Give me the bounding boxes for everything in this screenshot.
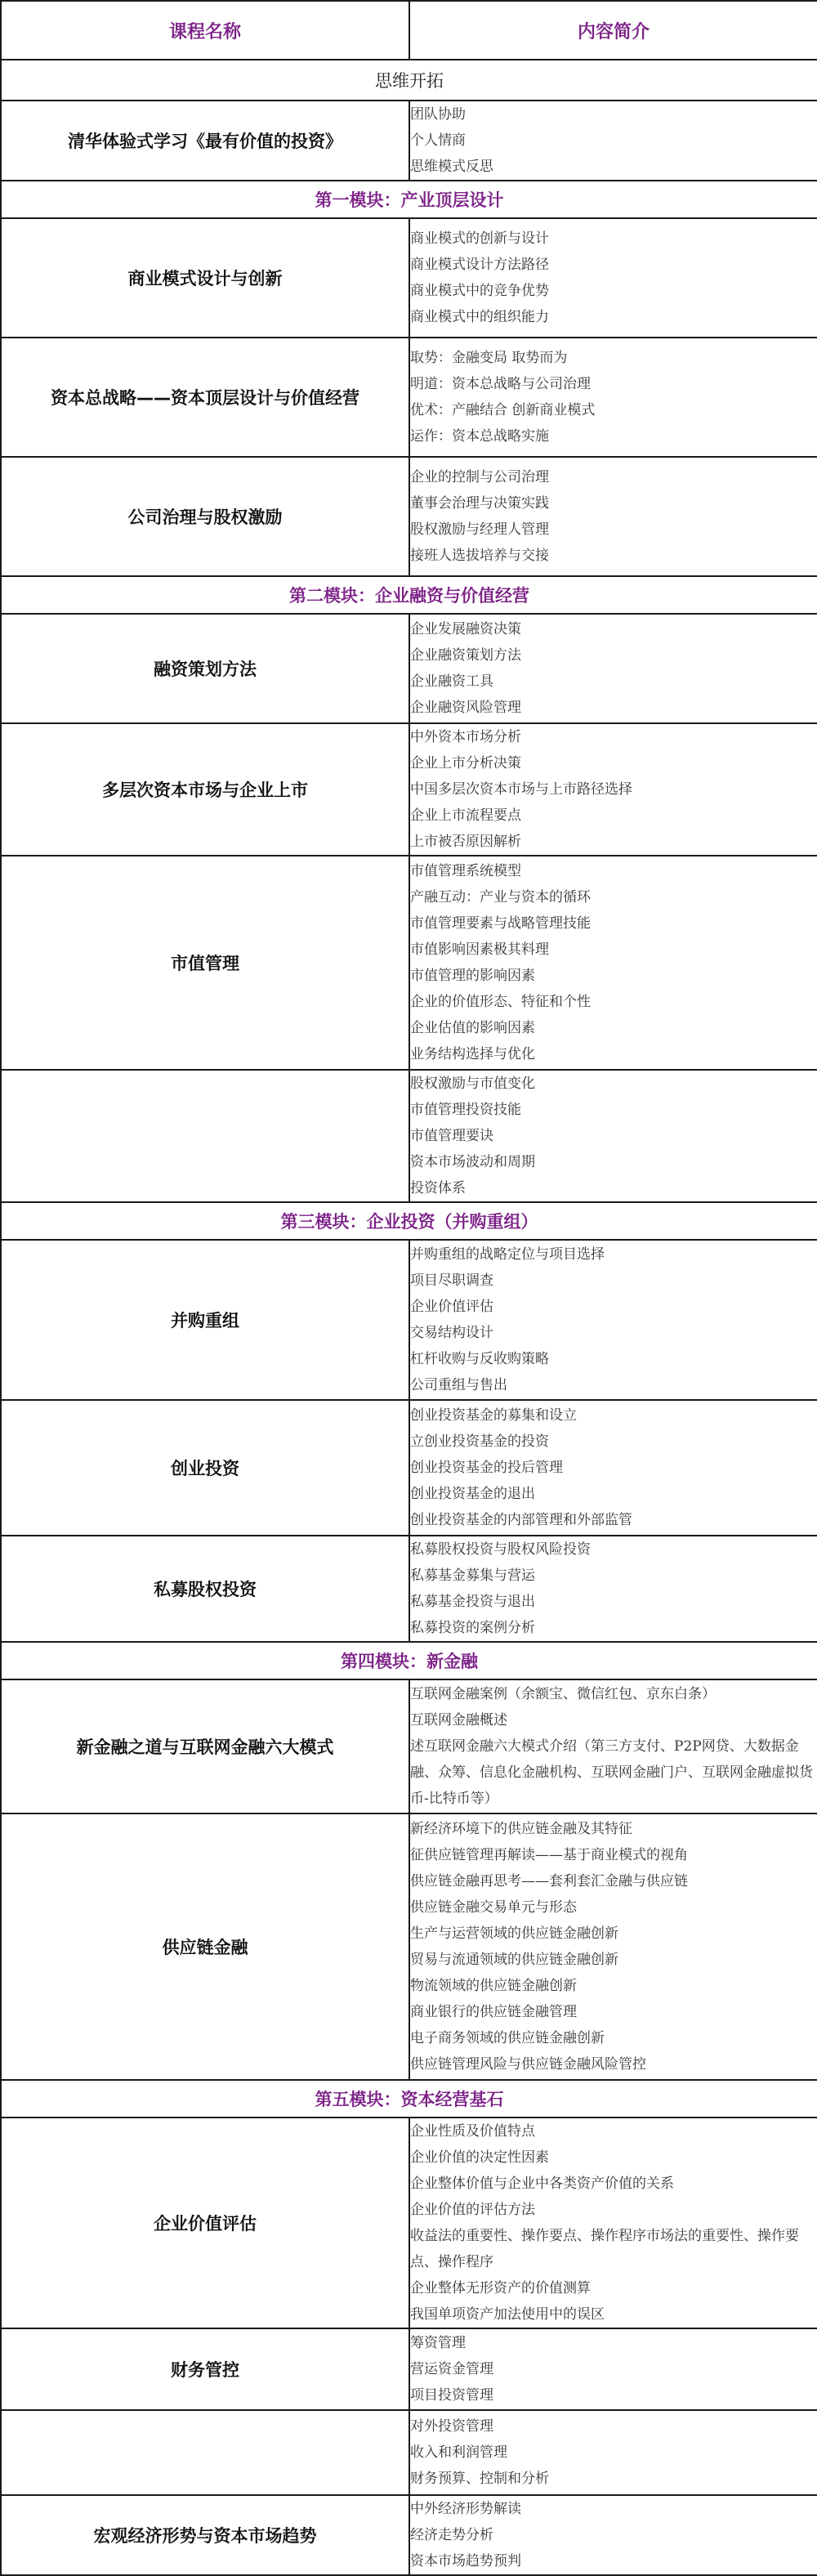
content-item: 企业上市分析决策 [410,755,521,771]
course-content [409,614,817,723]
content-item: 商业模式中的竞争优势 [410,283,549,299]
course-content [409,457,817,576]
content-item: 商业模式的创新与设计 [410,230,549,247]
content-item: 商业银行的供应链金融管理 [410,2004,577,2020]
course-name: 商业模式设计与创新 [1,218,409,338]
module-title: 第五模块：资本经营基石 [1,2080,817,2118]
content-item: 企业的控制与公司治理 [410,469,549,485]
content-item: 经济走势分析 [410,2527,493,2543]
content-item: 征供应链管理再解读——基于商业模式的视角 [410,1847,688,1863]
course-content [409,218,817,338]
content-item: 私募基金募集与营运 [410,1568,535,1584]
content-item: 企业融资策划方法 [410,647,521,664]
content-item: 创业投资基金的内部管理和外部监管 [410,1512,632,1528]
course-content [409,2410,817,2495]
content-item: 贸易与流通领域的供应链金融创新 [410,1952,618,1968]
content-item: 资本市场波动和周期 [410,1154,535,1170]
content-item: 私募股权投资与股权风险投资 [410,1541,591,1558]
content-item: 电子商务领域的供应链金融创新 [410,2030,605,2046]
content-item: 企业整体无形资产的价值测算 [410,2280,591,2296]
course-row [1,1536,817,1642]
content-item: 商业模式设计方法路径 [410,257,549,273]
content-item: 企业上市流程要点 [410,807,521,824]
course-row [1,723,817,856]
course-row [1,1679,817,1813]
content-item: 生产与运营领域的供应链金融创新 [410,1925,618,1942]
content-item: 筹资管理 [410,2335,466,2351]
course-name: 供应链金融 [1,1813,409,2080]
course-row [1,856,817,1070]
module-title: 思维开拓 [1,60,817,101]
course-row [1,2410,817,2495]
content-item: 项目尽职调查 [410,1272,493,1289]
content-item: 供应链管理风险与供应链金融风险管控 [410,2056,646,2073]
course-content [409,1400,817,1536]
course-row [1,1070,817,1202]
content-item: 个人情商 [410,132,466,149]
content-item: 取势：金融变局 取势而为 [410,350,568,366]
module-title: 第一模块：产业顶层设计 [1,181,817,218]
content-item: 中国多层次资本市场与上市路径选择 [410,781,632,798]
content-item: 我国单项资产加法使用中的误区 [410,2306,605,2323]
content-item: 物流领域的供应链金融创新 [410,1978,577,1994]
content-item: 收益法的重要性、操作要点、操作程序市场法的重要性、操作要点、操作程序 [410,2228,799,2270]
course-row [1,457,817,576]
module-header-row [1,1202,817,1240]
course-name: 清华体验式学习《最有价值的投资》 [1,101,409,181]
content-item: 市值管理系统模型 [410,863,521,879]
content-intro-header: 内容简介 [409,1,817,60]
course-content [409,1070,817,1202]
course-name: 宏观经济形势与资本市场趋势 [1,2495,409,2575]
content-item: 企业融资风险管理 [410,700,521,716]
course-content [409,1679,817,1813]
content-item: 运作：资本总战略实施 [410,428,549,445]
course-content [409,1240,817,1400]
content-item: 创业投资基金的投后管理 [410,1460,563,1476]
content-item: 供应链金融交易单元与形态 [410,1899,577,1916]
course-name: 融资策划方法 [1,614,409,723]
course-row [1,2118,817,2328]
content-item: 立创业投资基金的投资 [410,1433,549,1450]
course-name [1,2410,409,2495]
course-name: 新金融之道与互联网金融六大模式 [1,1679,409,1813]
course-content [409,2495,817,2575]
content-item: 明道：资本总战略与公司治理 [410,376,591,392]
table-header-row [1,1,817,60]
course-row [1,1813,817,2080]
course-content [409,338,817,457]
content-item: 企业的价值形态、特征和个性 [410,994,591,1010]
content-item: 股权激励与市值变化 [410,1076,535,1092]
course-name: 公司治理与股权激励 [1,457,409,576]
content-item: 交易结构设计 [410,1325,493,1341]
content-item: 企业融资工具 [410,673,493,690]
content-item: 私募投资的案例分析 [410,1620,535,1636]
course-row [1,101,817,181]
module-header-row [1,181,817,218]
content-item: 述互联网金融六大模式介绍（第三方支付、P2P网贷、大数据金融、众筹、信息化金融机构、互联网金融门户、互联网金融虚拟货币-比特币等） [410,1738,813,1807]
content-item: 市值影响因素极其料理 [410,941,549,958]
content-item: 市值管理要素与战略管理技能 [410,915,591,932]
content-item: 业务结构选择与优化 [410,1046,535,1062]
content-item: 创业投资基金的退出 [410,1486,535,1502]
course-name: 资本总战略——资本顶层设计与价值经营 [1,338,409,457]
content-item: 对外投资管理 [410,2418,493,2435]
course-name-header: 课程名称 [1,1,409,60]
content-item: 团队协助 [410,106,466,123]
content-item: 中外经济形势解读 [410,2501,521,2517]
course-row [1,2495,817,2575]
course-row [1,2328,817,2410]
course-name: 并购重组 [1,1240,409,1400]
module-header-row [1,2080,817,2118]
content-item: 企业整体价值与企业中各类资产价值的关系 [410,2176,674,2192]
content-item: 上市被否原因解析 [410,834,521,850]
content-item: 资本市场趋势预判 [410,2553,521,2569]
content-item: 企业性质及价值特点 [410,2123,535,2140]
course-name: 多层次资本市场与企业上市 [1,723,409,856]
content-item: 财务预算、控制和分析 [410,2471,549,2487]
content-item: 接班人选拔培养与交接 [410,548,549,564]
content-item: 市值管理的影响因素 [410,968,535,984]
content-item: 产融互动：产业与资本的循环 [410,889,591,906]
content-item: 杠杆收购与反收购策略 [410,1351,549,1367]
module-title: 第四模块：新金融 [1,1642,817,1679]
course-content [409,1813,817,2080]
course-content [409,2328,817,2410]
course-row [1,1240,817,1400]
content-item: 市值管理投资技能 [410,1102,521,1118]
content-item: 互联网金融概述 [410,1712,507,1729]
curriculum-body [1,60,817,2575]
course-content [409,856,817,1070]
course-content [409,1536,817,1642]
content-item: 创业投资基金的募集和设立 [410,1407,577,1424]
content-item: 并购重组的战略定位与项目选择 [410,1246,605,1263]
content-item: 企业发展融资决策 [410,621,521,637]
content-item: 收入和利润管理 [410,2444,507,2461]
content-item: 中外资本市场分析 [410,729,521,745]
content-item: 私募基金投资与退出 [410,1594,535,1610]
module-header-row [1,1642,817,1679]
content-item: 董事会治理与决策实践 [410,495,549,512]
content-item: 营运资金管理 [410,2361,493,2377]
content-item: 股权激励与经理人管理 [410,521,549,538]
course-name: 创业投资 [1,1400,409,1536]
content-item: 企业价值的评估方法 [410,2202,535,2218]
content-item: 投资体系 [410,1180,466,1196]
content-item: 思维模式反思 [410,159,493,175]
course-content [409,101,817,181]
content-item: 优术：产融结合 创新商业模式 [410,402,596,418]
content-item: 企业估值的影响因素 [410,1020,535,1036]
course-row [1,218,817,338]
content-item: 企业价值评估 [410,1299,493,1315]
content-item: 商业模式中的组织能力 [410,309,549,325]
module-title: 第三模块：企业投资（并购重组） [1,1202,817,1240]
course-row [1,614,817,723]
module-title: 第二模块：企业融资与价值经营 [1,576,817,614]
content-item: 互联网金融案例（余额宝、微信红包、京东白条） [410,1686,716,1702]
course-name: 私募股权投资 [1,1536,409,1642]
module-header-row [1,576,817,614]
course-name: 市值管理 [1,856,409,1070]
content-item: 新经济环境下的供应链金融及其特征 [410,1821,632,1837]
content-item: 供应链金融再思考——套利套汇金融与供应链 [410,1873,688,1890]
module-header-row [1,60,817,101]
content-item: 项目投资管理 [410,2387,493,2404]
content-item: 公司重组与售出 [410,1377,507,1393]
course-name [1,1070,409,1202]
content-item: 企业价值的决定性因素 [410,2149,549,2166]
course-name: 企业价值评估 [1,2118,409,2328]
content-item: 市值管理要诀 [410,1128,493,1144]
course-content [409,723,817,856]
course-row [1,338,817,457]
course-name: 财务管控 [1,2328,409,2410]
course-content [409,2118,817,2328]
course-row [1,1400,817,1536]
